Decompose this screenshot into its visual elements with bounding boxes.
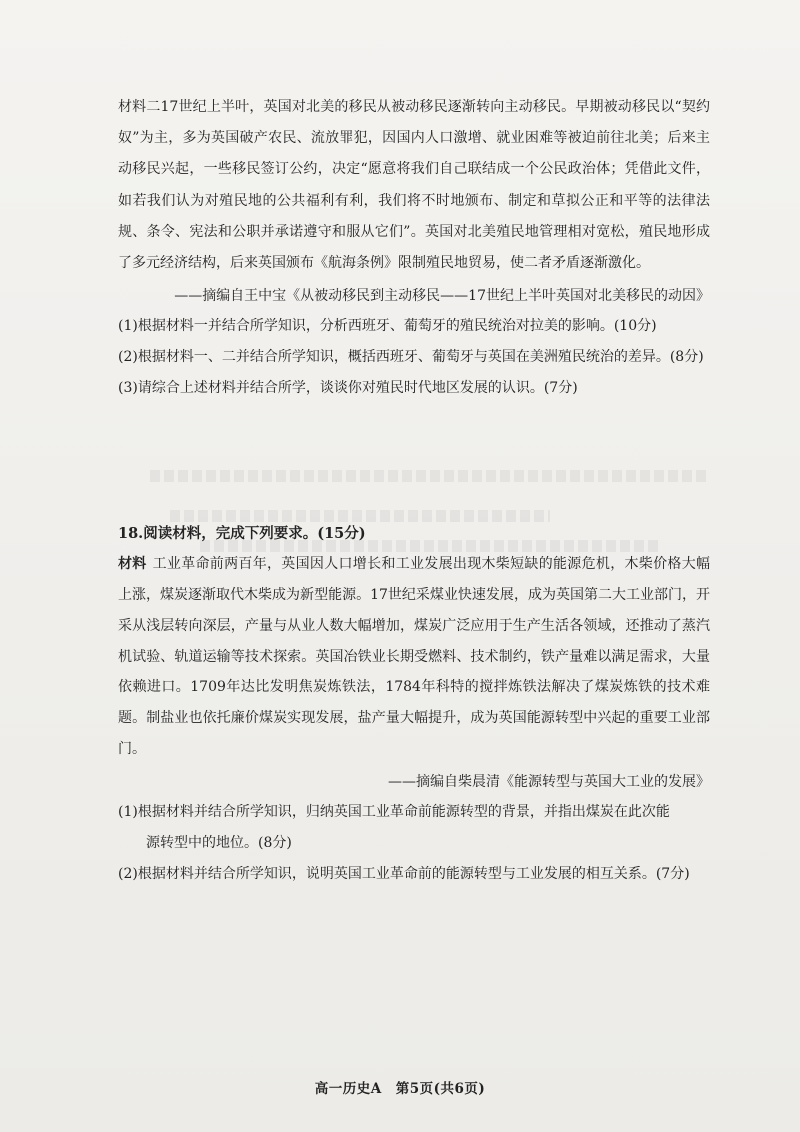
material-two-source: ——摘编自王中宝《从被动移民到主动移民——17世纪上半叶英国对北美移民的动因》	[174, 288, 710, 305]
material-two-paragraph	[118, 92, 710, 279]
q18-material-source: ——摘编自柴晨清《能源转型与英国大工业的发展》	[388, 773, 710, 790]
material-two-label: 材料二	[118, 99, 161, 115]
q17-item-2: (2)根据材料一、二并结合所学知识，概括西班牙、葡萄牙与英国在美洲殖民统治的差异。(8分)	[118, 349, 704, 366]
q17-item-3: (3)请综合上述材料并结合所学，谈谈你对殖民时代地区发展的认识。(7分)	[118, 380, 578, 397]
q18-material-label: 材料	[118, 556, 147, 573]
q18-item-1-line-1: (1)根据材料并结合所学知识，归纳英国工业革命前能源转型的背景，并指出煤炭在此次能	[118, 803, 670, 820]
q18-item-2: (2)根据材料并结合所学知识，说明英国工业革命前的能源转型与工业发展的相互关系。(7分)	[118, 865, 690, 882]
q18-title: 18.阅读材料，完成下列要求。(15分)	[118, 525, 366, 543]
q18-material-text: 工业革命前两百年，英国因人口增长和工业发展出现木柴短缺的能源危机，木柴价格大幅上涨，煤炭逐渐取代木柴成为新型能源。17世纪采煤业快速发展，成为英国第二大工业部门，开采从浅层转向深层，产量与从业人数大幅增加，煤炭广泛应用于生产生活各领域，还推动了蒸汽机试验、轨道运输等技术探索。英国冶铁业长期受燃料、技术制约，铁产量难以满足需求，大量依赖进口。1709年达比发明焦炭炼铁法，1784年科特的搅拌炼铁法解决了煤炭炼铁的技术难题。制盐业也依托廉价煤炭实现发展，盐产量大幅提升，成为英国能源转型中兴起的重要工业部门。	[118, 556, 711, 757]
material-two-text: 17世纪上半叶，英国对北美的移民从被动移民逐渐转向主动移民。早期被动移民以“契约奴”为主，多为英国破产农民、流放罪犯，因国内人口激增、就业困难等被迫前往北美；后来主动移民兴起，一些移民签订公约，决定“愿意将我们自己联结成一个公民政治体；凭借此文件，如若我们认为对殖民地的公共福利有利，我们将不时地颁布、制定和草拟公正和平等的法律法规、条令、宪法和公职并承诺遵守和服从它们”。英国对北美殖民地管理相对宽松，殖民地形成了多元经济结构，后来英国颁布《航海条例》限制殖民地贸易，使二者矛盾逐渐激化。	[118, 99, 710, 272]
q17-item-1: (1)根据材料一并结合所学知识，分析西班牙、葡萄牙的殖民统治对拉美的影响。(10分)	[118, 318, 657, 335]
page-footer: 高一历史A 第5页(共6页)	[314, 1081, 486, 1097]
q18-material-paragraph	[118, 549, 710, 765]
page-content	[118, 92, 710, 890]
section-gap	[118, 404, 710, 519]
q18-item-1-line-2: 源转型中的地位。(8分)	[146, 834, 292, 851]
